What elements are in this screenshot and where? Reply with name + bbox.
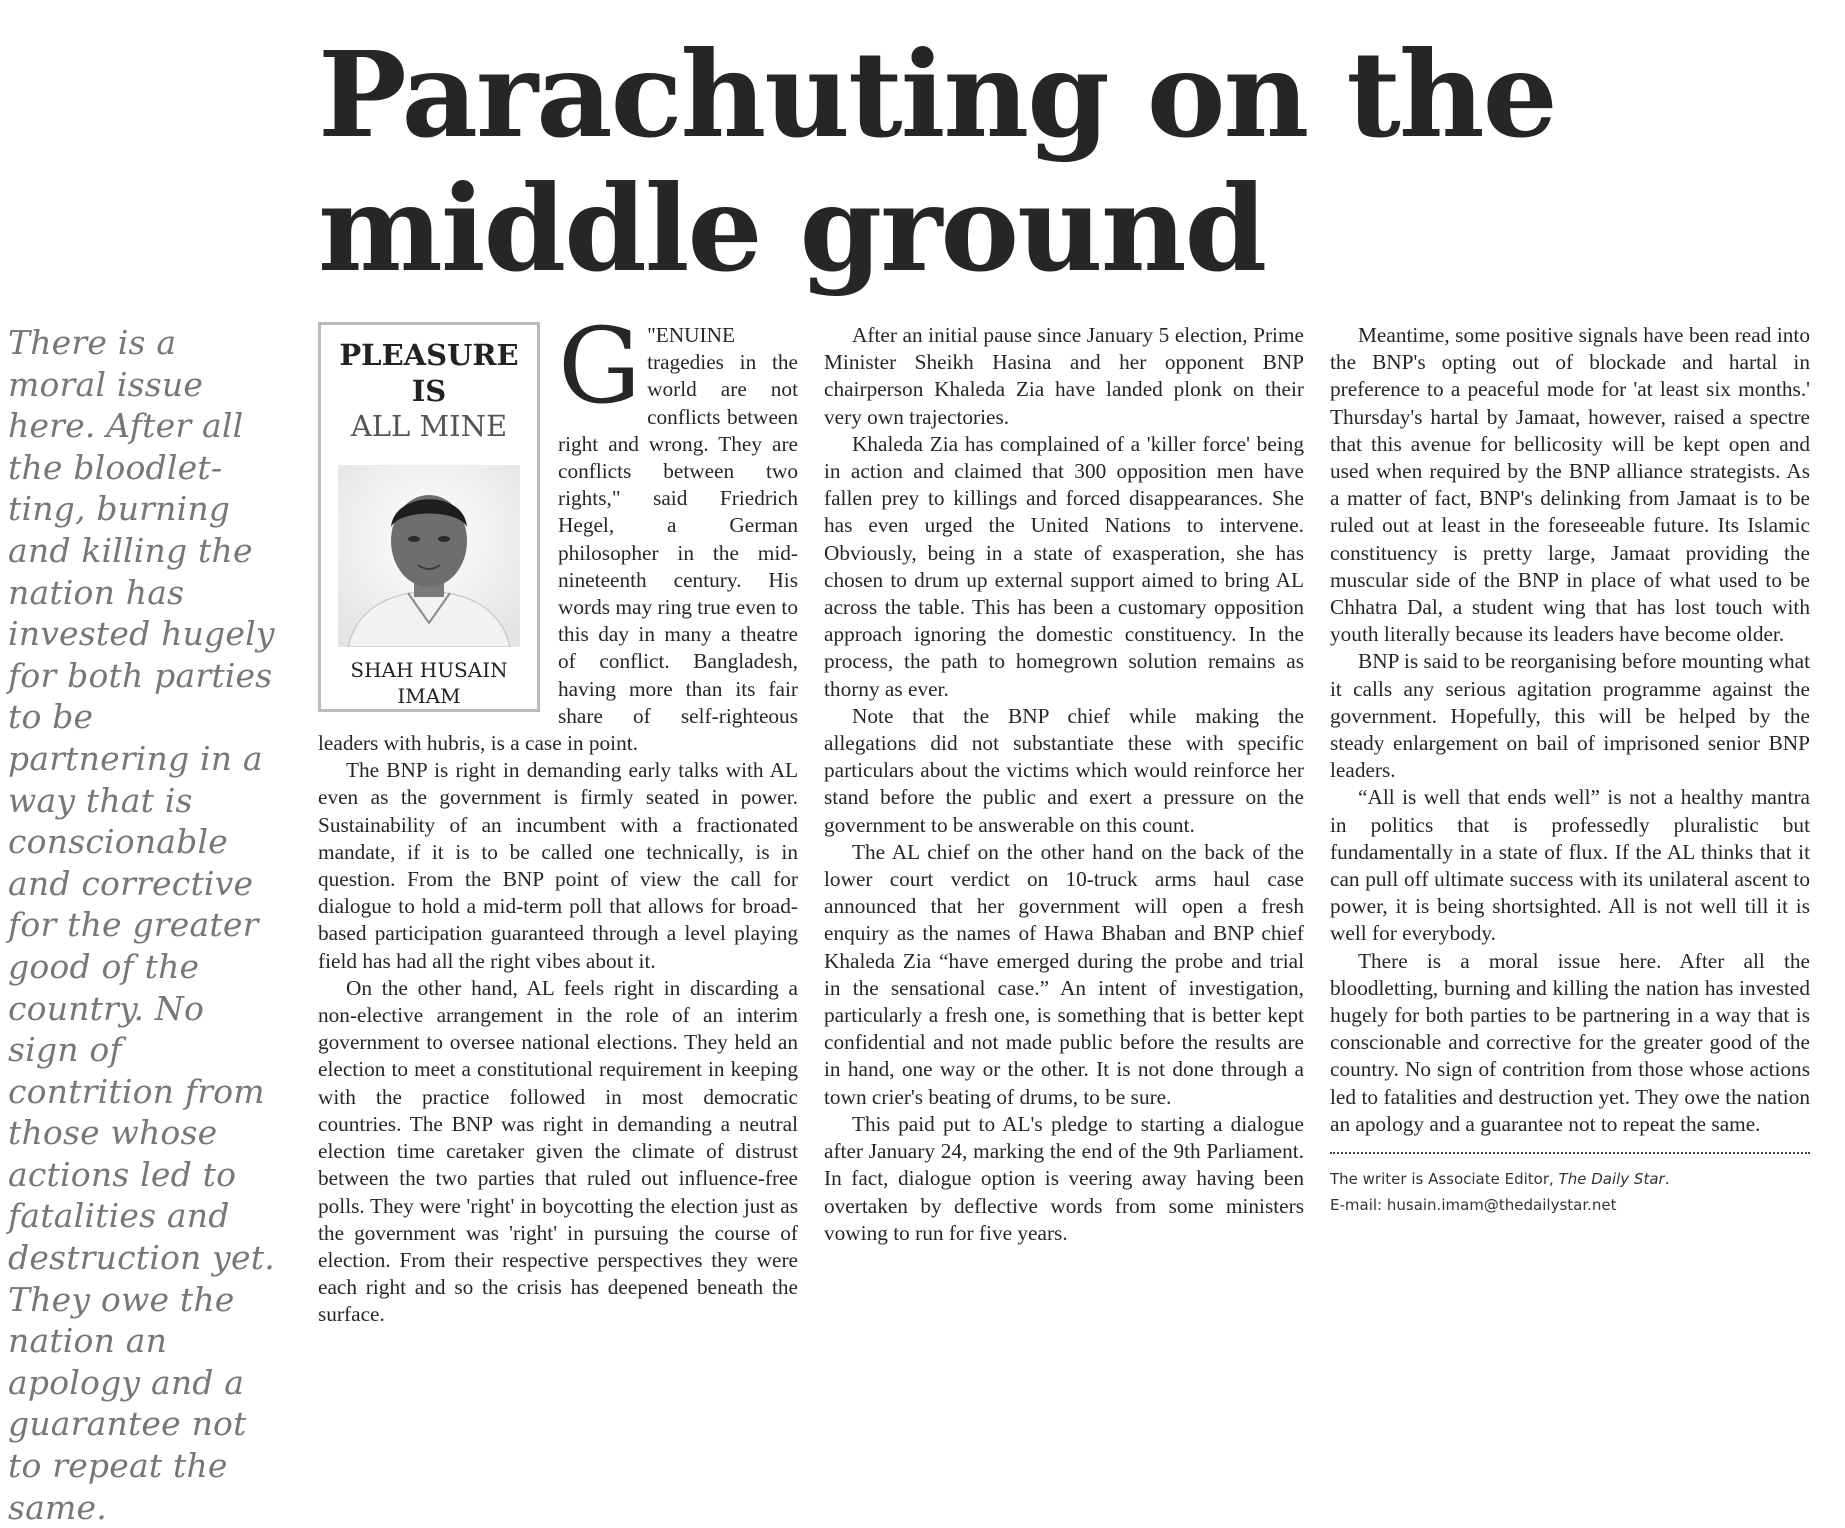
body-paragraph-4: Khaleda Zia has complained of a 'killer force' being in action and claimed that 300 opposition men have fallen prey to killings and forced disappearances. She has even urged the United Nations to intervene. Obviously, being in a state of exasperation, she has chosen to drum up external support aimed to bring AL across the table. This has been a customary opposition approach ignoring the domestic constituency. In the process, the path to homegrown solution remains as thorny as ever.	[824, 431, 1304, 701]
author-portrait-image	[338, 465, 520, 647]
email-label: E-mail:	[1330, 1196, 1387, 1215]
column-name-line1: PLEASURE IS	[339, 338, 519, 408]
opening-quote-mark: "	[647, 323, 656, 347]
headline: Parachuting on the middle ground	[318, 25, 1556, 298]
author-email	[1330, 1192, 1810, 1218]
email-address: husain.imam@thedailystar.net	[1386, 1196, 1617, 1215]
body-paragraph-5: Note that the BNP chief while making the allegations did not substantiate these with specific particulars about the victims which would reinforce her stand before the public and exert a pressure on the government to be answerable on this count.	[824, 703, 1304, 837]
drop-cap: G	[558, 305, 642, 427]
lead-first-word: ENUINE	[655, 323, 736, 347]
article-column-1	[318, 305, 798, 1329]
column-name-line2: ALL MINE	[350, 409, 508, 443]
body-paragraph-11: There is a moral issue here. After all the bloodletting, burning and killing the nation has invested hugely for both parties to be partnering in a way that is conscionable and corrective for the greater good of the country. No sign of contrition from those whose actions led to fatalities and destruction yet. They owe the nation an apology and a guarantee not to repeat the same.	[1330, 948, 1810, 1136]
publication-name: The Daily Star	[1558, 1170, 1665, 1189]
article-column-3	[1330, 322, 1810, 1218]
writer-credit-period: .	[1664, 1170, 1670, 1189]
body-paragraph-6: The AL chief on the other hand on the back of the lower court verdict on 10-truck arms haul case announced that her government will open a fresh enquiry as the names of Hawa Bhaban and BNP chief Khaleda Zia “have emerged during the probe and trial in the sensational case.” An intent of investigation, particularly a fresh one, is something that is better kept confidential and not made public before the results are in hand, one way or the other. It is not done through a town crier's beating of drums, to be sure.	[824, 839, 1304, 1109]
body-paragraph-1: The BNP is right in demanding early talks with AL even as the government is firmly seated in power. Sustainability of an incumbent with a fractionated mandate, if it is to be called one technically, is in question. From the BNP point of view the call for dialogue to hold a mid-term poll that allows for broad-based participation guaranteed through a level playing field has had all the right vibes about it.	[318, 758, 798, 973]
writer-credit	[1330, 1166, 1810, 1192]
body-paragraph-9: BNP is said to be reorganising before mounting what it calls any serious agitation programme against the government. Hopefully, this will be helped by the steady enlargement on bail of imprisoned senior BNP leaders.	[1330, 649, 1810, 783]
body-paragraph-7: This paid put to AL's pledge to starting a dialogue after January 24, marking the end of the 9th Parliament. In fact, dialogue option is veering away having been overtaken by deflective words from some ministers vowing to run for five years.	[824, 1111, 1304, 1245]
body-paragraph-10: “All is well that ends well” is not a healthy mantra in politics that is professedly pluralistic but fundamentally in a state of flux. If the AL thinks that it can pull off ultimate success with its unilateral ascent to power, it is being shortsighted. All is not well till it is well for everybody.	[1330, 785, 1810, 946]
lead-text: tragedies in the world are not conflicts between right and wrong. They are conflicts between two rights," said Friedrich Hegel, a German philosopher in the mid-nineteenth century. His words may ring true even to this day in many a theatre of conflict. Bangladesh, having more than its fair share of self-righteous leaders with hubris, is a case in point.	[318, 350, 798, 756]
footer-divider	[1330, 1152, 1810, 1154]
article-column-2	[824, 322, 1304, 1247]
author-name: SHAH HUSAIN IMAM	[350, 658, 508, 708]
writer-credit-text: The writer is Associate Editor,	[1330, 1170, 1559, 1189]
body-paragraph-8: Meantime, some positive signals have been read into the BNP's opting out of blockade and hartal in preference to a peaceful mode for 'at least six months.' Thursday's hartal by Jamaat, however, raised a spectre that this avenue for bellicosity will be kept open and used when required by the BNP alliance strategists. As a matter of fact, BNP's delinking from Jamaat is to be ruled out at least in the foreseeable future. Its Islamic constituency is pretty large, Jamaat providing the muscular side of the BNP in place of what used to be Chhatra Dal, a student wing that has lost touch with youth literally because its leaders have become older.	[1330, 323, 1810, 647]
body-paragraph-2: On the other hand, AL feels right in discarding a non-elective arrangement in the role of an interim government to oversee national elections. They held an election to meet a constitutional requirement in keeping with the practice followed in most democratic countries. The BNP was right in demanding a neutral election time caretaker given the climate of distrust between the two parties that ruled out influence-free polls. They were 'right' in boycotting the election just as the government was 'right' in pursuing the course of election. From their respective perspectives they were each right and so the crisis has deepened beneath the surface.	[318, 975, 798, 1327]
pull-quote: There is a moral issue here. After all the bloodletting, burning and killing the nation has invested hugely for both parties to be partnering in a way that is conscionable and corrective for the greater good of the country. No sign of contrition from those whose actions led to fatalities and destruction yet. They owe the nation an apology and a guarantee not to repeat the same.	[8, 323, 275, 1527]
byline-box	[318, 322, 540, 712]
body-paragraph-3: After an initial pause since January 5 election, Prime Minister Sheikh Hasina and her opponent BNP chairperson Khaleda Zia have landed plonk on their very own trajectories.	[824, 323, 1304, 429]
